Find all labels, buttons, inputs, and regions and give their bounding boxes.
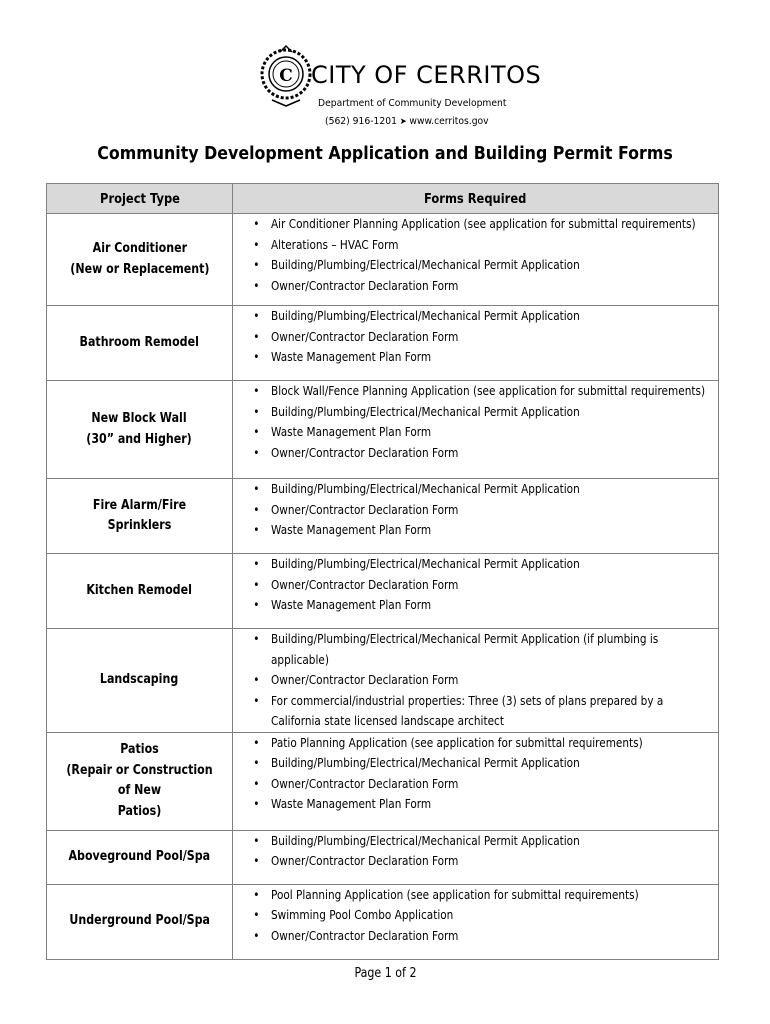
project-type-label: Underground Pool/Spa bbox=[69, 913, 210, 929]
project-type-label: Patios (Repair or Construction of New Patios) bbox=[66, 742, 213, 819]
permit-forms-table bbox=[46, 183, 719, 960]
forms-required-cell bbox=[233, 830, 719, 884]
form-list-item: • Patio Planning Application (see application for submittal requirements) bbox=[271, 733, 708, 754]
table-row bbox=[47, 884, 719, 959]
form-list-item: • Block Wall/Fence Planning Application (see application for submittal requirements) bbox=[271, 381, 708, 402]
form-list-item: • Building/Plumbing/Electrical/Mechanical Permit Application bbox=[271, 554, 708, 575]
forms-list bbox=[233, 831, 718, 872]
forms-required-cell bbox=[233, 381, 719, 479]
form-list-item: • Waste Management Plan Form bbox=[271, 794, 708, 815]
forms-required-cell bbox=[233, 306, 719, 381]
forms-list bbox=[233, 885, 718, 947]
form-list-item: • Building/Plumbing/Electrical/Mechanical Permit Application bbox=[271, 402, 708, 423]
project-type-label: Aboveground Pool/Spa bbox=[68, 848, 211, 864]
forms-list bbox=[233, 629, 718, 732]
project-type-cell bbox=[47, 381, 233, 479]
table-row bbox=[47, 306, 719, 381]
forms-list bbox=[233, 733, 718, 815]
city-name: CITY OF CERRITOS bbox=[311, 61, 542, 89]
table-row bbox=[47, 830, 719, 884]
project-type-label: Bathroom Remodel bbox=[79, 334, 200, 350]
form-list-item: • Building/Plumbing/Electrical/Mechanical Permit Application bbox=[271, 753, 708, 774]
project-type-cell bbox=[47, 214, 233, 306]
form-list-item: • Building/Plumbing/Electrical/Mechanical Permit Application bbox=[271, 306, 708, 327]
forms-list bbox=[233, 479, 718, 541]
project-type-label: Air Conditioner (New or Replacement) bbox=[69, 241, 210, 277]
page-number: Page 1 of 2 bbox=[353, 966, 416, 981]
project-type-label: Landscaping bbox=[100, 672, 179, 687]
forms-required-cell bbox=[233, 629, 719, 733]
project-type-label: Fire Alarm/Fire Sprinklers bbox=[92, 497, 187, 533]
website-link[interactable]: www.cerritos.gov bbox=[409, 116, 489, 127]
form-list-item: • Waste Management Plan Form bbox=[271, 595, 708, 616]
project-type-cell bbox=[47, 732, 233, 830]
seal-letter: C bbox=[279, 66, 293, 86]
form-list-item: • Owner/Contractor Declaration Form bbox=[271, 327, 708, 348]
table-row bbox=[47, 554, 719, 629]
table-row bbox=[47, 479, 719, 554]
project-type-cell bbox=[47, 629, 233, 733]
city-seal-icon bbox=[258, 44, 314, 110]
phone-number: (562) 916-1201 bbox=[325, 116, 397, 127]
forms-required-cell bbox=[233, 884, 719, 959]
table-row bbox=[47, 381, 719, 479]
form-list-item: • Owner/Contractor Declaration Form bbox=[271, 443, 708, 464]
form-list-item: • Owner/Contractor Declaration Form bbox=[271, 276, 708, 297]
form-list-item: • Air Conditioner Planning Application (see application for submittal requirements) bbox=[271, 214, 708, 235]
project-type-label: Kitchen Remodel bbox=[86, 582, 193, 598]
form-list-item: • Owner/Contractor Declaration Form bbox=[271, 774, 708, 795]
project-type-cell bbox=[47, 554, 233, 629]
form-list-item: • Owner/Contractor Declaration Form bbox=[271, 575, 708, 596]
forms-required-cell bbox=[233, 479, 719, 554]
form-list-item: • Swimming Pool Combo Application bbox=[271, 905, 708, 926]
project-type-cell bbox=[47, 306, 233, 381]
form-list-item: • For commercial/industrial properties: Three (3) sets of plans prepared by a California state licensed landscape architect bbox=[271, 691, 708, 732]
table-row bbox=[47, 214, 719, 306]
form-list-item: • Pool Planning Application (see application for submittal requirements) bbox=[271, 885, 708, 906]
form-list-item: • Building/Plumbing/Electrical/Mechanical Permit Application bbox=[271, 479, 708, 500]
column-header-forms-required: Forms Required bbox=[233, 184, 719, 214]
separator-icon: ➤ bbox=[399, 117, 407, 127]
form-list-item: • Owner/Contractor Declaration Form bbox=[271, 670, 708, 691]
project-type-label: New Block Wall (30” and Higher) bbox=[86, 411, 193, 447]
form-list-item: • Waste Management Plan Form bbox=[271, 422, 708, 443]
letterhead bbox=[0, 40, 770, 130]
forms-required-cell bbox=[233, 214, 719, 306]
form-list-item: • Waste Management Plan Form bbox=[271, 347, 708, 368]
contact-line bbox=[325, 116, 489, 127]
table-row bbox=[47, 629, 719, 733]
project-type-cell bbox=[47, 479, 233, 554]
forms-list bbox=[233, 381, 718, 463]
form-list-item: • Owner/Contractor Declaration Form bbox=[271, 851, 708, 872]
form-list-item: • Owner/Contractor Declaration Form bbox=[271, 926, 708, 947]
form-list-item: • Waste Management Plan Form bbox=[271, 520, 708, 541]
forms-required-cell bbox=[233, 554, 719, 629]
table-header-row bbox=[47, 184, 719, 214]
project-type-cell bbox=[47, 830, 233, 884]
department-name: Department of Community Development bbox=[318, 98, 507, 109]
form-list-item: • Building/Plumbing/Electrical/Mechanical Permit Application bbox=[271, 831, 708, 852]
forms-list bbox=[233, 214, 718, 296]
form-list-item: • Building/Plumbing/Electrical/Mechanical Permit Application (if plumbing is applicable) bbox=[271, 629, 708, 670]
form-list-item: • Owner/Contractor Declaration Form bbox=[271, 500, 708, 521]
forms-list bbox=[233, 554, 718, 616]
project-type-cell bbox=[47, 884, 233, 959]
page-title: Community Development Application and Building Permit Forms bbox=[97, 143, 673, 164]
table-row bbox=[47, 732, 719, 830]
column-header-project-type: Project Type bbox=[47, 184, 233, 214]
forms-required-cell bbox=[233, 732, 719, 830]
form-list-item: • Building/Plumbing/Electrical/Mechanical Permit Application bbox=[271, 255, 708, 276]
forms-list bbox=[233, 306, 718, 368]
form-list-item: • Alterations – HVAC Form bbox=[271, 235, 708, 256]
